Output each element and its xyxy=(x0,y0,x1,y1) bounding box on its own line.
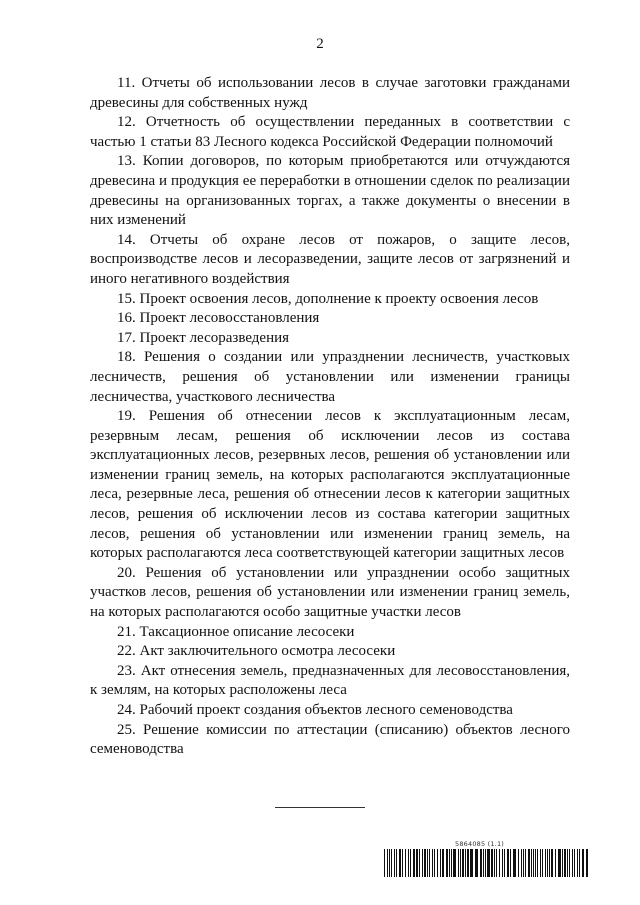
list-item: 12. Отчетность об осуществлении переданных в соответствии с частью 1 статьи 83 Лесного кодекса Российской Федерации полномочий xyxy=(90,114,570,150)
list-item: 17. Проект лесоразведения xyxy=(117,329,290,346)
list-item: 15. Проект освоения лесов, дополнение к проекту освоения лесов xyxy=(117,290,539,307)
list-item: 18. Решения о создании или упразднении лесничеств, участковых лесничеств, решения об установлении или изменении границы лесничества, участкового лесничества xyxy=(90,349,570,405)
list-item: 22. Акт заключительного осмотра лесосеки xyxy=(117,643,396,660)
document-code: 5864085 (1.1) xyxy=(455,840,505,848)
list-item: 21. Таксационное описание лесосеки xyxy=(117,623,355,640)
list-item: 25. Решение комиссии по аттестации (списанию) объектов лесного семеноводства xyxy=(90,721,570,758)
list-item: 20. Решения об установлении или упразднении особо защитных участков лесов, решения об установлении или изменении границ земель, на которых располагаются особо защитные участки лесов xyxy=(90,564,570,621)
list-item: 24. Рабочий проект создания объектов лесного семеноводства xyxy=(117,702,513,718)
list-item: 19. Решения об отнесении лесов к эксплуатационным лесам, резервным лесам, решения об исключении лесов из состава эксплуатационных лесов, резервных лесов, решения об установлении или изменении границ земель, на которых располагаются эксплуатационные леса, резервные леса, решения об отнесении лесов к категории защитных лесов, решения об исключении лесов из состава категории защитных лесов, решения об установлении или изменении границ земель, на которых располагаются леса соответствующей категории защитных лесов xyxy=(90,408,570,562)
list-item: 11. Отчеты об использовании лесов в случае заготовки гражданами древесины для собственных нужд xyxy=(90,75,570,111)
list-item: 16. Проект лесовосстановления xyxy=(117,310,320,327)
barcode-image xyxy=(384,849,592,877)
page-number: 2 xyxy=(316,36,324,52)
list-item: 14. Отчеты об охране лесов от пожаров, о защите лесов, воспроизводстве лесов и лесоразведении, защите лесов от загрязнений и иного негативного воздействия xyxy=(90,231,570,287)
list-item: 23. Акт отнесения земель, предназначенных для лесовосстановления, к землям, на которых расположены леса xyxy=(90,662,570,699)
document-body xyxy=(90,74,570,760)
end-divider xyxy=(275,807,365,808)
list-item: 13. Копии договоров, по которым приобретаются или отчуждаются древесина и продукция ее переработки в отношении сделок по реализации древесины на организованных торгах, а также документы о внесении в них изменений xyxy=(90,153,570,229)
